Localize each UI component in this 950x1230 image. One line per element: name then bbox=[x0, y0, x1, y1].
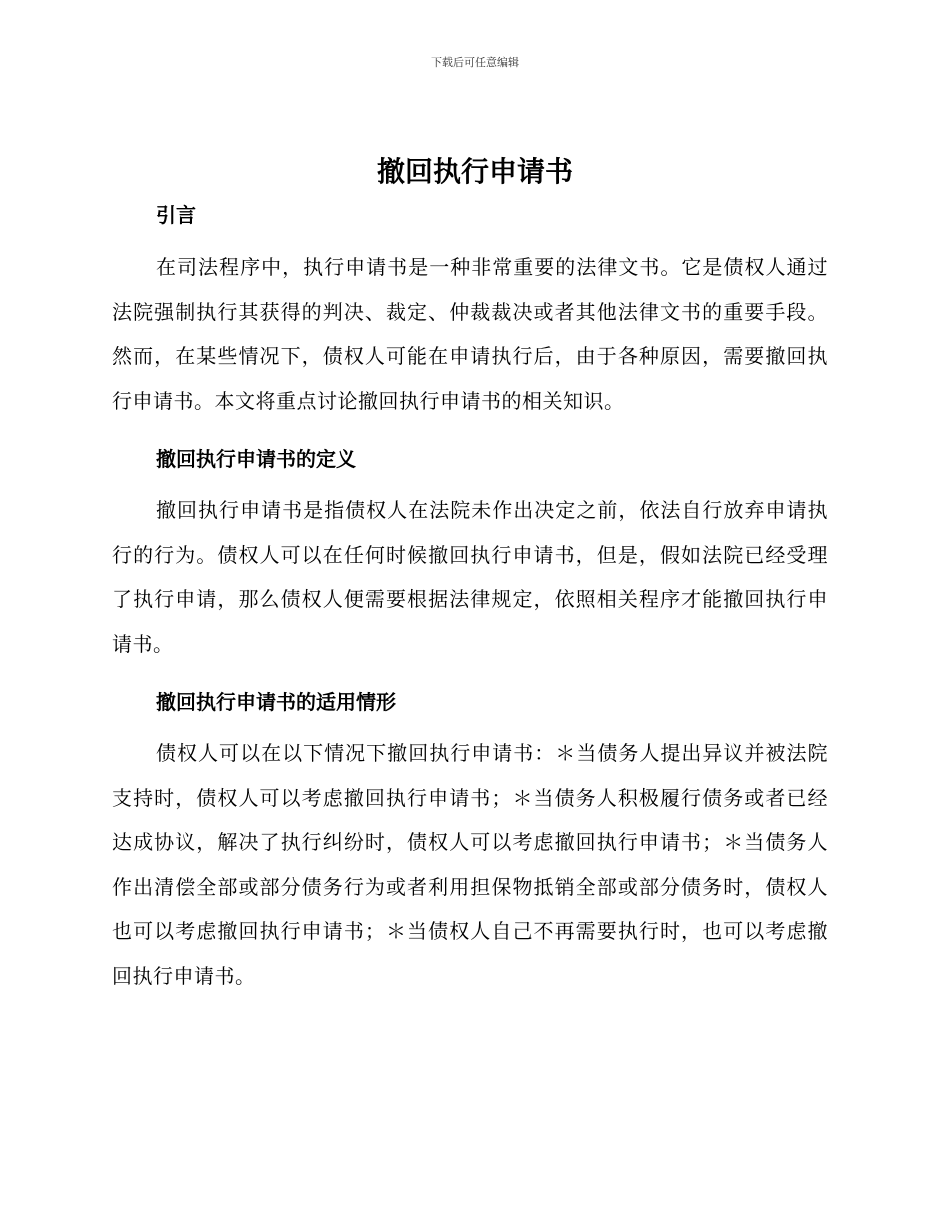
section-paragraph-introduction: 在司法程序中，执行申请书是一种非常重要的法律文书。它是债权人通过法院强制执行其获得的判决、裁定、仲裁裁决或者其他法律文书的重要手段。然而，在某些情况下，债权人可能在申请执行后，由于各种原因，需要撤回执行申请书。本文将重点讨论撤回执行申请书的相关知识。 bbox=[112, 255, 828, 413]
page-header-note: 下载后可任意编辑 bbox=[431, 56, 519, 69]
section-paragraph-applicable-cases: 债权人可以在以下情况下撤回执行申请书：＊当债务人提出异议并被法院支持时，债权人可以考虑撤回执行申请书；＊当债务人积极履行债务或者已经达成协议，解决了执行纠纷时，债权人可以考虑撤回执行申请书；＊当债务人作出清偿全部或部分债务行为或者利用担保物抵销全部或部分债务时，债权人也可以考虑撤回执行申请书；＊当债权人自己不再需要执行时，也可以考虑撤回执行申请书。 bbox=[112, 741, 828, 988]
section-heading-definition: 撤回执行申请书的定义 bbox=[156, 447, 356, 471]
section-paragraph-definition: 撤回执行申请书是指债权人在法院未作出决定之前，依法自行放弃申请执行的行为。债权人可以在任何时候撤回执行申请书，但是，假如法院已经受理了执行申请，那么债权人便需要根据法律规定，依照相关程序才能撤回执行申请书。 bbox=[112, 498, 828, 656]
section-heading-applicable-cases: 撤回执行申请书的适用情形 bbox=[156, 690, 396, 714]
document-title: 撤回执行申请书 bbox=[376, 155, 573, 188]
section-heading-introduction: 引言 bbox=[156, 203, 196, 227]
